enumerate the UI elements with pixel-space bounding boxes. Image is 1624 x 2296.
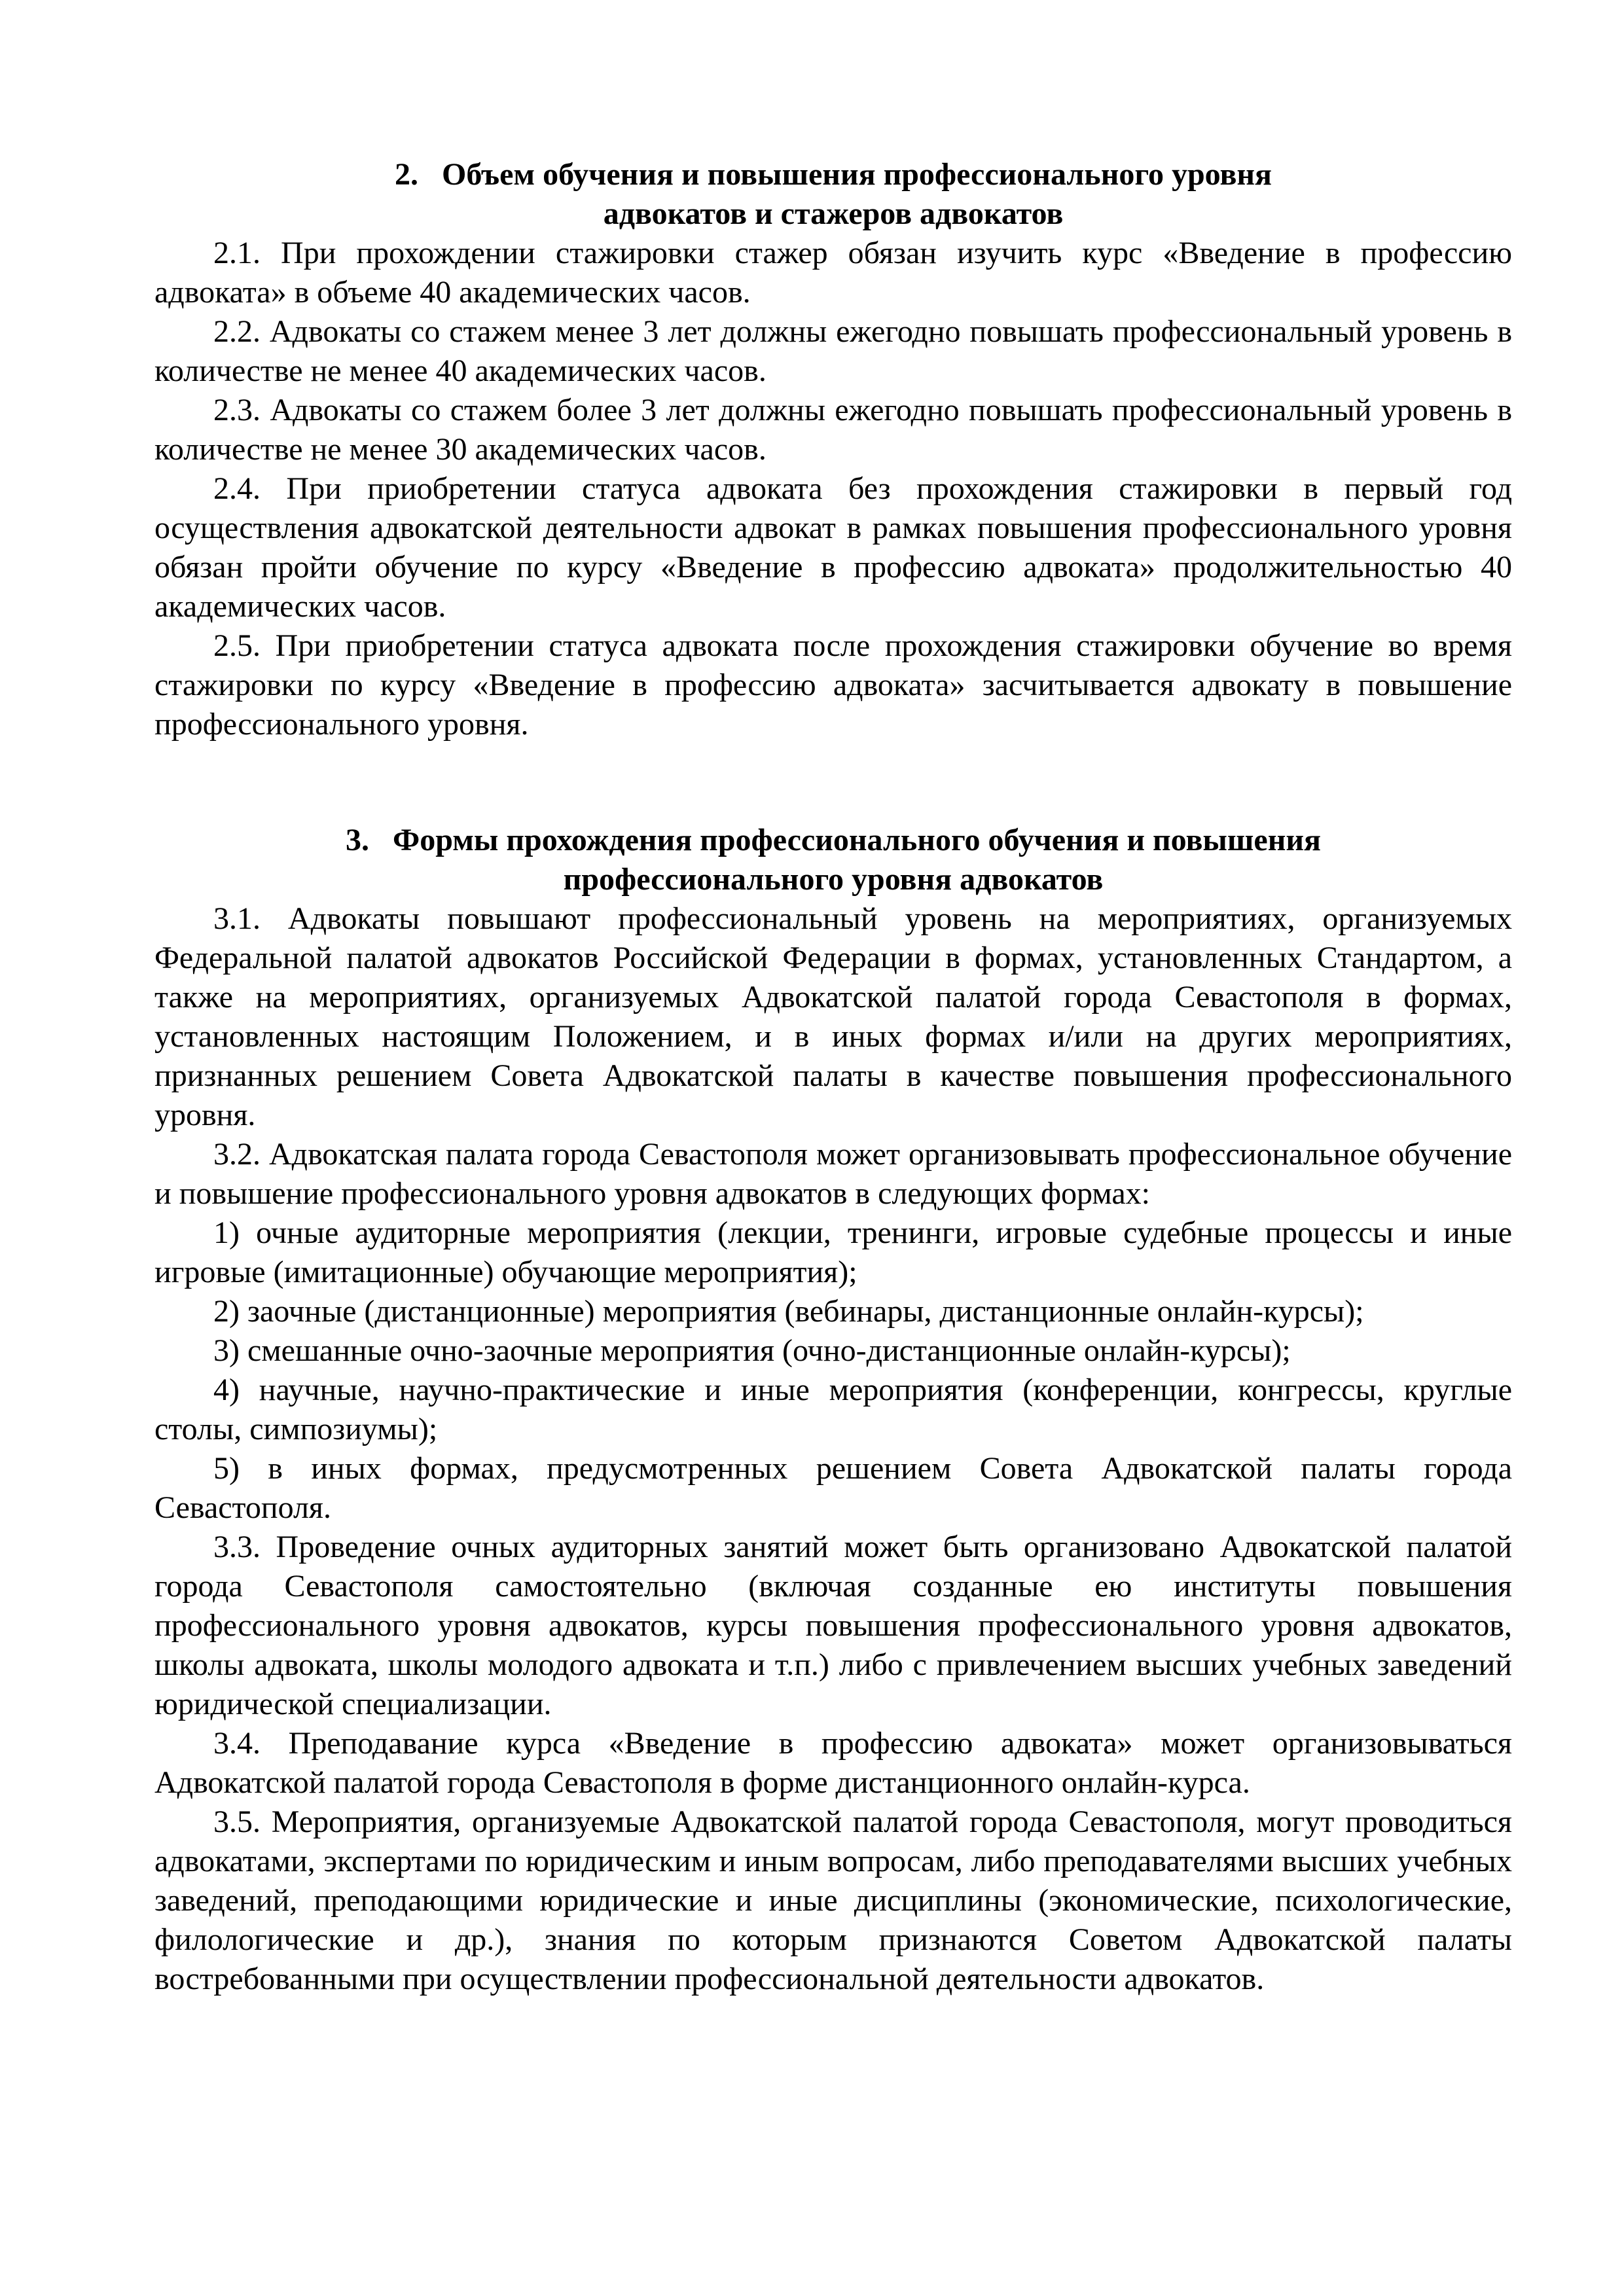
paragraph-3-5: 3.5. Мероприятия, организуемые Адвокатской палатой города Севастополя, могут проводиться адвокатами, экспертами по юридическим и иным вопросам, либо преподавателями высших учебных заведений, преподающими юридические и иные дисциплины (экономические, психологические, филологические и др.), знания по которым признаются Советом Адвокатской палаты востребованными при осуществлении профессиональной деятельности адвокатов. [154, 1804, 1512, 1996]
list-item-3: 3) смешанные очно-заочные мероприятия (очно-дистанционные онлайн-курсы); [213, 1333, 1291, 1368]
section-2-heading-line-2: адвокатов и стажеров адвокатов [603, 196, 1064, 231]
paragraph-3-2: 3.2. Адвокатская палата города Севастополя может организовывать профессиональное обучение и повышение профессионального уровня адвокатов в следующих формах: [154, 1137, 1512, 1211]
list-item-4: 4) научные, научно-практические и иные мероприятия (конференции, конгрессы, круглые столы, симпозиумы); [154, 1372, 1512, 1446]
paragraph-2-5: 2.5. При приобретении статуса адвоката после прохождения стажировки обучение во время стажировки по курсу «Введение в профессию адвоката» засчитывается адвокату в повышение профессионального уровня. [154, 628, 1512, 742]
paragraph-3-4: 3.4. Преподавание курса «Введение в профессию адвоката» может организовываться Адвокатской палатой города Севастополя в форме дистанционного онлайн-курса. [154, 1726, 1512, 1800]
paragraph-2-4: 2.4. При приобретении статуса адвоката без прохождения стажировки в первый год осуществления адвокатской деятельности адвокат в рамках повышения профессионального уровня обязан пройти обучение по курсу «Введение в профессию адвоката» продолжительностью 40 академических часов. [154, 471, 1512, 624]
section-3-heading-line-2: профессионального уровня адвокатов [563, 862, 1104, 897]
paragraph-3-1: 3.1. Адвокаты повышают профессиональный уровень на мероприятиях, организуемых Федеральной палатой адвокатов Российской Федерации в формах, установленных Стандартом, а также на мероприятиях, организуемых Адвокатской палатой города Севастополя в формах, установленных настоящим Положением, и в иных формах и/или на других мероприятиях, признанных решением Совета Адвокатской палаты в качестве повышения профессионального уровня. [154, 901, 1512, 1132]
section-2-heading [154, 155, 1512, 234]
section-2-heading-line-1: 2. Объем обучения и повышения профессионального уровня [395, 157, 1272, 192]
list-item-5: 5) в иных формах, предусмотренных решением Совета Адвокатской палаты города Севастополя. [154, 1451, 1512, 1525]
paragraph-2-3: 2.3. Адвокаты со стажем более 3 лет должны ежегодно повышать профессиональный уровень в количестве не менее 30 академических часов. [154, 393, 1512, 467]
paragraph-2-1: 2.1. При прохождении стажировки стажер обязан изучить курс «Введение в профессию адвоката» в объеме 40 академических часов. [154, 236, 1512, 310]
section-3-heading [154, 821, 1512, 899]
list-item-1: 1) очные аудиторные мероприятия (лекции, тренинги, игровые судебные процессы и иные игровые (имитационные) обучающие мероприятия); [154, 1215, 1512, 1289]
section-3-heading-line-1: 3. Формы прохождения профессионального обучения и повышения [346, 823, 1321, 857]
list-item-2: 2) заочные (дистанционные) мероприятия (вебинары, дистанционные онлайн-курсы); [213, 1294, 1364, 1329]
paragraph-2-2: 2.2. Адвокаты со стажем менее 3 лет должны ежегодно повышать профессиональный уровень в количестве не менее 40 академических часов. [154, 314, 1512, 388]
paragraph-3-3: 3.3. Проведение очных аудиторных занятий может быть организовано Адвокатской палатой города Севастополя самостоятельно (включая созданные ею институты повышения профессионального уровня адвокатов, курсы повышения профессионального уровня адвокатов, школы адвоката, школы молодого адвоката и т.п.) либо с привлечением высших учебных заведений юридической специализации. [154, 1530, 1512, 1721]
